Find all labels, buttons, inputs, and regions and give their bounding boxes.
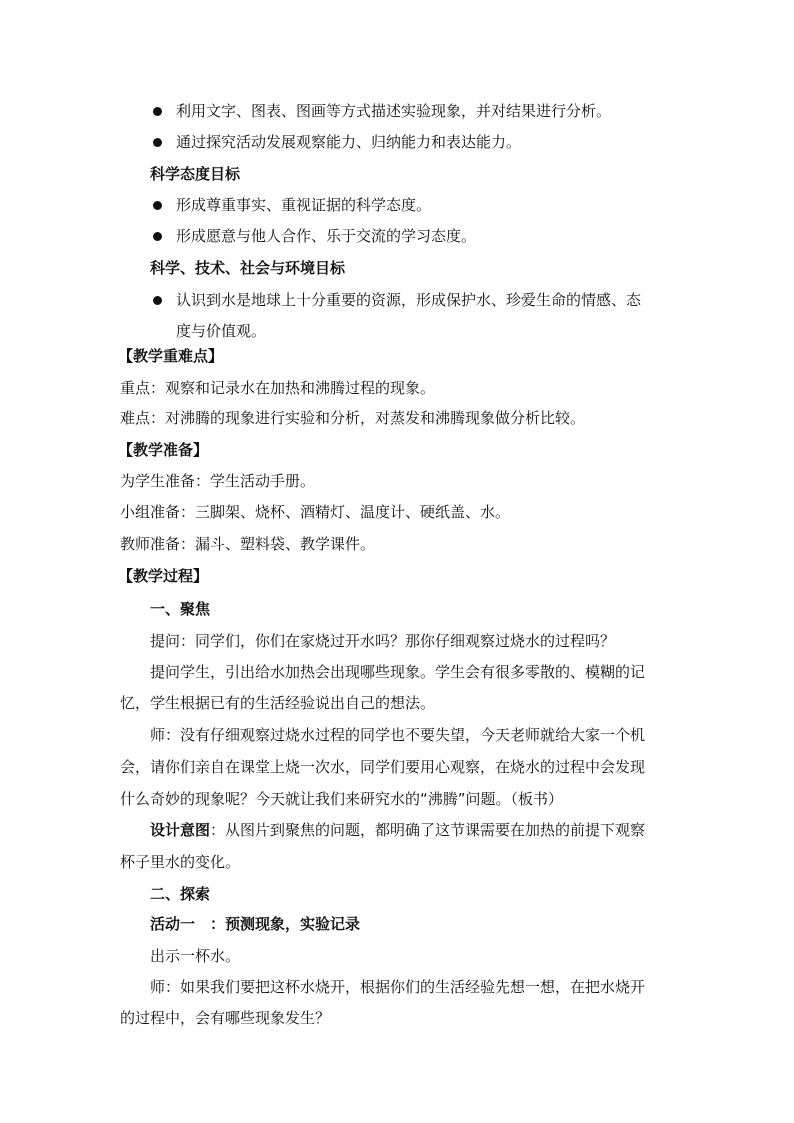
section-keypoints: 【教学重难点】 [118,347,224,365]
design-intent-text: ：从图片到聚焦的问题，都明确了这节课需要在加热的前提下观察 [210,821,646,839]
section-prep: 【教学准备】 [118,441,209,459]
difficult-point: 难点：对沸腾的现象进行实验和分析，对蒸发和沸腾现象做分析比较。 [120,409,586,427]
activity1-heading: 活动一 ：预测现象，实验记录 [150,915,361,933]
design-intent [150,820,645,840]
paragraph-continued: 的过程中，会有哪些现象发生？ [120,1009,331,1027]
bullet-text: 认识到水是地球上十分重要的资源，形成保护水、珍爱生命的情感、态 [176,291,642,309]
paragraph: 提问学生，引出给水加热会出现哪些现象。学生会有很多零散的、模糊的记 [150,663,646,681]
section-process: 【教学过程】 [118,567,209,585]
bullet-text: 形成尊重事实、重视证据的科学态度。 [176,196,432,214]
heading-attitude: 科学态度目标 [150,165,241,183]
bullet-icon [153,296,162,305]
key-point: 重点：观察和记录水在加热和沸腾过程的现象。 [120,379,436,397]
paragraph: 出示一杯水。 [150,947,241,965]
paragraph-continued: 什么奇妙的现象呢？今天就让我们来研究水的“沸腾”问题。（板书） [120,790,564,808]
step1-heading: 一、聚焦 [150,600,211,618]
design-intent-label: 设计意图 [150,821,211,839]
bullet-icon [153,107,162,116]
paragraph-continued: 会，请你们亲自在课堂上烧一次水，同学们要用心观察，在烧水的过程中会发现 [120,758,646,776]
bullet-text: 形成愿意与他人合作、乐于交流的学习态度。 [176,227,477,245]
paragraph: 师：没有仔细观察过烧水过程的同学也不要失望，今天老师就给大家一个机 [150,726,646,744]
bullet-icon [153,138,162,147]
bullet-text: 利用文字、图表、图画等方式描述实验现象，并对结果进行分析。 [176,102,612,120]
paragraph: 提问：同学们，你们在家烧过开水吗？那你仔细观察过烧水的过程吗？ [150,632,616,650]
heading-sts: 科学、技术、社会与环境目标 [150,259,346,277]
paragraph-continued: 忆，学生根据已有的生活经验说出自己的想法。 [120,694,436,712]
prep-group: 小组准备：三脚架、烧杯、酒精灯、温度计、硬纸盖、水。 [120,503,511,521]
bullet-icon [153,201,162,210]
bullet-text: 通过探究活动发展观察能力、归纳能力和表达能力。 [176,133,522,151]
bullet-icon [153,232,162,241]
prep-teacher: 教师准备：漏斗、塑料袋、教学课件。 [120,535,376,553]
bullet-text-continued: 度与价值观。 [176,322,267,340]
step2-heading: 二、探索 [150,885,211,903]
paragraph: 师：如果我们要把这杯水烧开，根据你们的生活经验先想一想，在把水烧开 [150,978,646,996]
prep-student: 为学生准备：学生活动手册。 [120,472,316,490]
paragraph-continued: 杯子里水的变化。 [120,853,241,871]
